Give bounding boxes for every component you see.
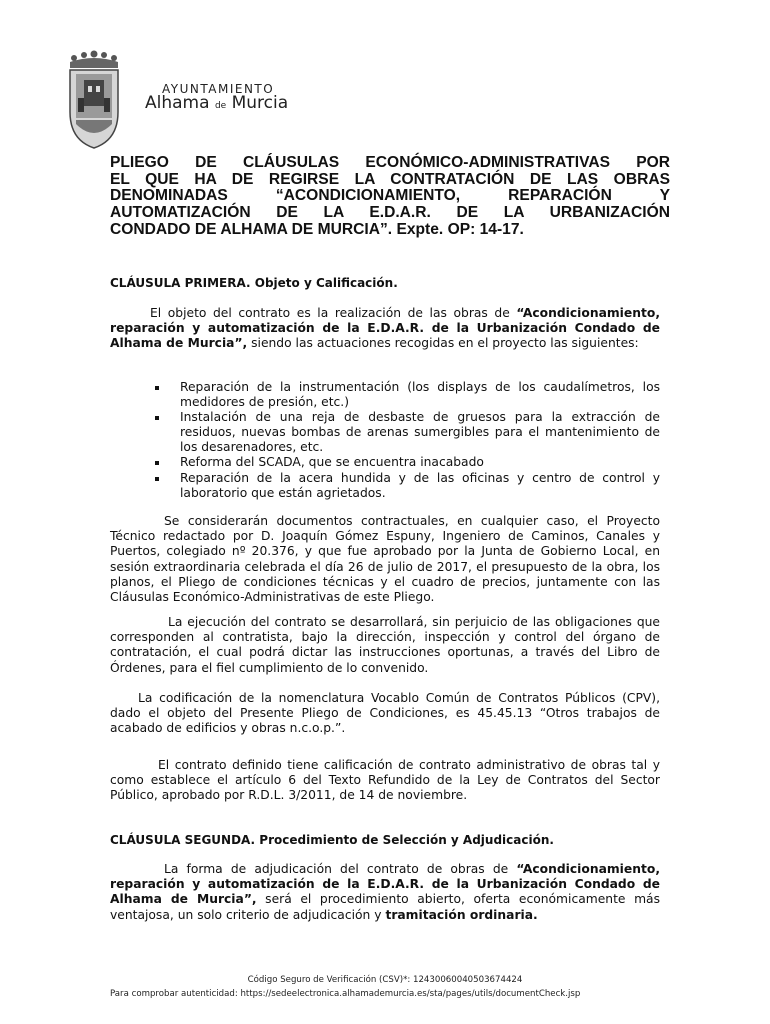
list-item-text: Reparación de la instrumentación (los displays de los caudalímetros, los medidores de presión, etc.)	[180, 380, 660, 410]
org-name-line2	[145, 93, 288, 113]
title-line: AUTOMATIZACIÓN DE LA E.D.A.R. DE LA URBANIZACIÓN	[110, 204, 670, 222]
org-name-de: de	[214, 101, 227, 111]
clausula-primera-paragraph-3	[110, 615, 660, 676]
p2-text: Se considerarán documentos contractuales, en cualquier caso, el Proyecto Técnico redactado por D. Joaquín Gómez Espuny, Ingeniero de Caminos, Canales y Puertos, colegiado nº 20.376, y que fue aprobado por la Junta de Gobierno Local, en sesión extraordinaria celebrada el día 26 de julio de 2017, el presupuesto de la obra, los planos, el Pliego de condiciones técnicas y el cuadro de precios, juntamente con las Cláusulas Económico-Administrativas de este Pliego.	[110, 514, 660, 605]
list-item	[150, 380, 660, 410]
title-line: DENOMINADAS “ACONDICIONAMIENTO, REPARACIÓN Y	[110, 187, 670, 205]
title-line: PLIEGO DE CLÁUSULAS ECONÓMICO-ADMINISTRATIVAS POR	[110, 154, 670, 171]
clausula-primera-heading: CLÁUSULA PRIMERA. Objeto y Calificación.	[110, 276, 398, 290]
clausula-primera-paragraph-5	[110, 758, 660, 804]
list-item	[150, 455, 660, 470]
title-line: EL QUE HA DE REGIRSE LA CONTRATACIÓN DE LAS OBRAS	[110, 170, 670, 188]
clausula-segunda-heading: CLÁUSULA SEGUNDA. Procedimiento de Selección y Adjudicación.	[110, 833, 554, 847]
list-item-text: Reforma del SCADA, que se encuentra inacabado	[180, 455, 484, 470]
c2-text-bold2: tramitación ordinaria.	[385, 907, 538, 922]
bullet-icon	[155, 416, 159, 420]
list-item	[150, 471, 660, 501]
footer-csv: Código Seguro de Verificación (CSV)*: 12430060040503674424	[247, 975, 523, 985]
p3-text: La ejecución del contrato se desarrollará, sin perjuicio de las obligaciones que corresponden al contratista, bajo la dirección, inspección y control del órgano de contratación, el cual podrá dictar las instrucciones oportunas, a través del Libro de Órdenes, para el fiel cumplimiento de lo convenido.	[110, 615, 660, 675]
org-name-murcia: Murcia	[231, 93, 289, 113]
org-name-alhama: Alhama	[145, 93, 210, 113]
coat-of-arms-logo	[64, 50, 124, 150]
clausula-segunda-paragraph-1	[110, 862, 660, 923]
org-name-line1: AYUNTAMIENTO	[162, 82, 275, 96]
c2-text-start: La forma de adjudicación del contrato de obras de	[164, 862, 517, 876]
clausula-primera-paragraph-1	[110, 306, 660, 352]
p1-text-start: El objeto del contrato es la realización de las obras de	[150, 306, 517, 320]
c2-text-mid: será el procedimiento abierto, oferta económicamente más ventajosa, un solo criterio de adjudicación y	[110, 892, 660, 922]
list-item-text: Instalación de una reja de desbaste de gruesos para la extracción de residuos, nuevas bombas de arenas sumergibles para el mantenimiento de los desarenadores, etc.	[180, 410, 660, 455]
footer-verification-link[interactable]: Para comprobar autenticidad: https://sedeelectronica.alhamademurcia.es/sta/pages/utils/documentCheck.jsp	[110, 989, 581, 999]
clausula-primera-paragraph-4	[110, 691, 660, 737]
p5-text: El contrato definido tiene calificación de contrato administrativo de obras tal y como establece el artículo 6 del Texto Refundido de la Ley de Contratos del Sector Público, aprobado por R.D.L. 3/2011, de 14 de noviembre.	[110, 758, 660, 803]
bullet-icon	[155, 386, 159, 390]
bullet-icon	[155, 461, 159, 465]
c2-text-bold: “Acondicionamiento, reparación y automatización de la E.D.A.R. de la Urbanización Condado de Alhama de Murcia”,	[110, 862, 660, 907]
p1-text-bold: “Acondicionamiento, reparación y automatización de la E.D.A.R. de la Urbanización Condado de Alhama de Murcia”,	[110, 306, 660, 351]
bullet-icon	[155, 477, 159, 481]
list-item-text: Reparación de la acera hundida y de las oficinas y centro de control y laboratorio que están agrietados.	[180, 470, 660, 500]
p1-text-end: siendo las actuaciones recogidas en el proyecto las siguientes:	[247, 336, 639, 351]
document-title	[110, 155, 670, 239]
clausula-primera-paragraph-2	[110, 514, 660, 605]
title-line: CONDADO DE ALHAMA DE MURCIA”. Expte. OP: 14-17.	[110, 220, 524, 238]
actions-list	[150, 380, 660, 501]
p4-text: La codificación de la nomenclatura Vocablo Común de Contratos Públicos (CPV), dado el objeto del Presente Pliego de Condiciones, es 45.45.13 “Otros trabajos de acabado de edificios y obras n.c.o.p.”.	[110, 691, 660, 736]
list-item	[150, 410, 660, 455]
